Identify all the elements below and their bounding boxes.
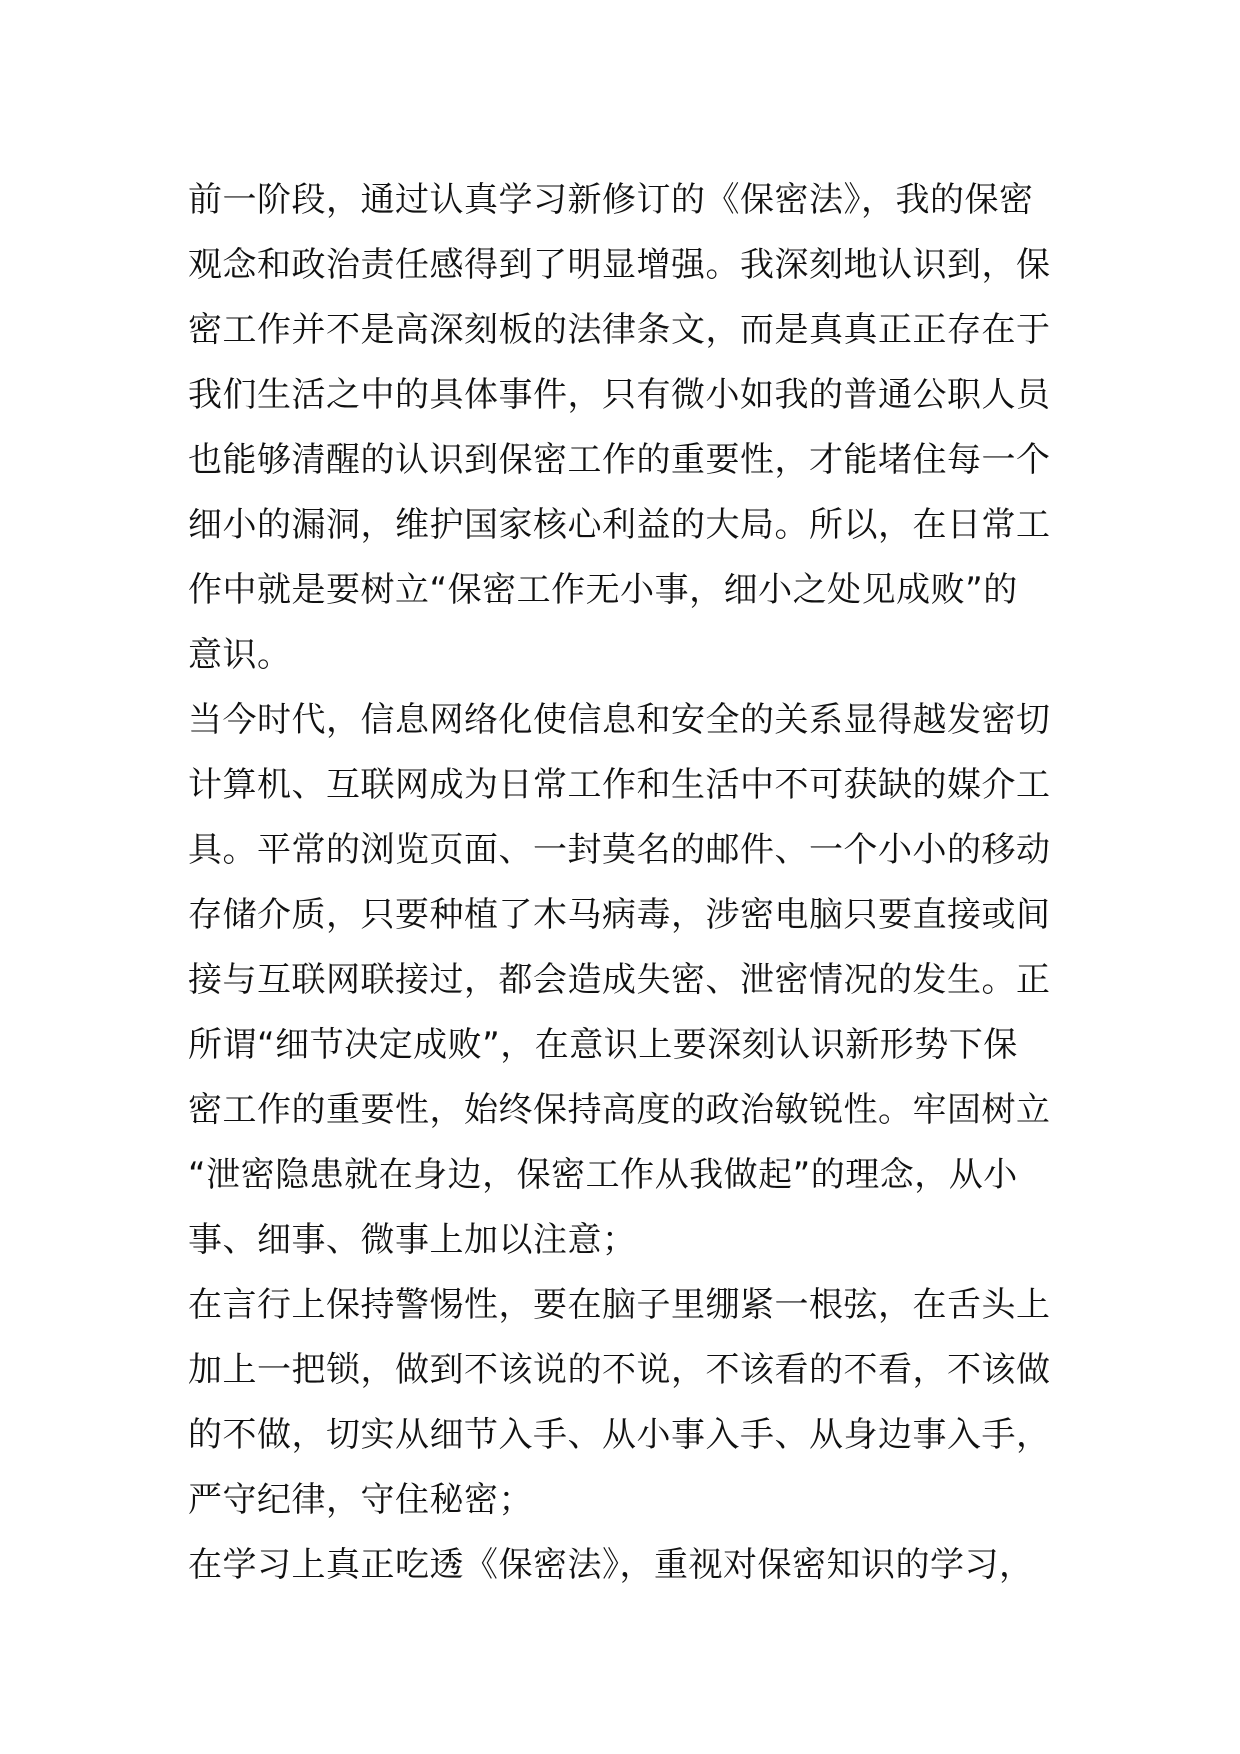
text-line: 细小的漏洞，维护国家核心利益的大局。所以，在日常工: [188, 505, 1051, 545]
text-line: 密工作并不是高深刻板的法律条文，而是真真正正存在于: [188, 310, 1051, 350]
text-line: 也能够清醒的认识到保密工作的重要性，才能堵住每一个: [188, 440, 1051, 480]
text-line: 当今时代，信息网络化使信息和安全的关系显得越发密切: [188, 700, 1051, 740]
text-line: “泄密隐患就在身边，保密工作从我做起”的理念，从小: [188, 1155, 1018, 1195]
text-line: 接与互联网联接过，都会造成失密、泄密情况的发生。正: [188, 960, 1051, 1000]
text-line: 在言行上保持警惕性，要在脑子里绷紧一根弦，在舌头上: [188, 1285, 1051, 1325]
paragraph: [188, 688, 1058, 1273]
text-line: 作中就是要树立“保密工作无小事，细小之处见成败”的: [188, 570, 1018, 610]
text-line: 观念和政治责任感得到了明显增强。我深刻地认识到，保: [188, 245, 1051, 285]
text-line: 计算机、互联网成为日常工作和生活中不可获缺的媒介工: [188, 765, 1051, 805]
text-line: 存储介质，只要种植了木马病毒，涉密电脑只要直接或间: [188, 895, 1051, 935]
text-line: 密工作的重要性，始终保持高度的政治敏锐性。牢固树立: [188, 1090, 1051, 1130]
paragraph: [188, 1533, 1058, 1598]
text-line: 前一阶段，通过认真学习新修订的《保密法》，我的保密: [188, 180, 1034, 220]
text-line: 事、细事、微事上加以注意；: [188, 1220, 637, 1260]
paragraph: [188, 1273, 1058, 1533]
document-body: [188, 168, 1058, 1598]
text-line: 在学习上真正吃透《保密法》，重视对保密知识的学习，: [188, 1545, 1034, 1585]
text-line: 所谓“细节决定成败”，在意识上要深刻认识新形势下保: [188, 1025, 1018, 1065]
text-line: 具。平常的浏览页面、一封莫名的邮件、一个小小的移动: [188, 830, 1051, 870]
text-line: 严守纪律，守住秘密；: [188, 1480, 533, 1520]
paragraph: [188, 168, 1058, 688]
text-line: 加上一把锁，做到不该说的不说，不该看的不看，不该做: [188, 1350, 1051, 1390]
text-line: 我们生活之中的具体事件，只有微小如我的普通公职人员: [188, 375, 1051, 415]
text-line: 的不做，切实从细节入手、从小事入手、从身边事入手，: [188, 1415, 1051, 1455]
text-line: 意识。: [188, 635, 292, 675]
